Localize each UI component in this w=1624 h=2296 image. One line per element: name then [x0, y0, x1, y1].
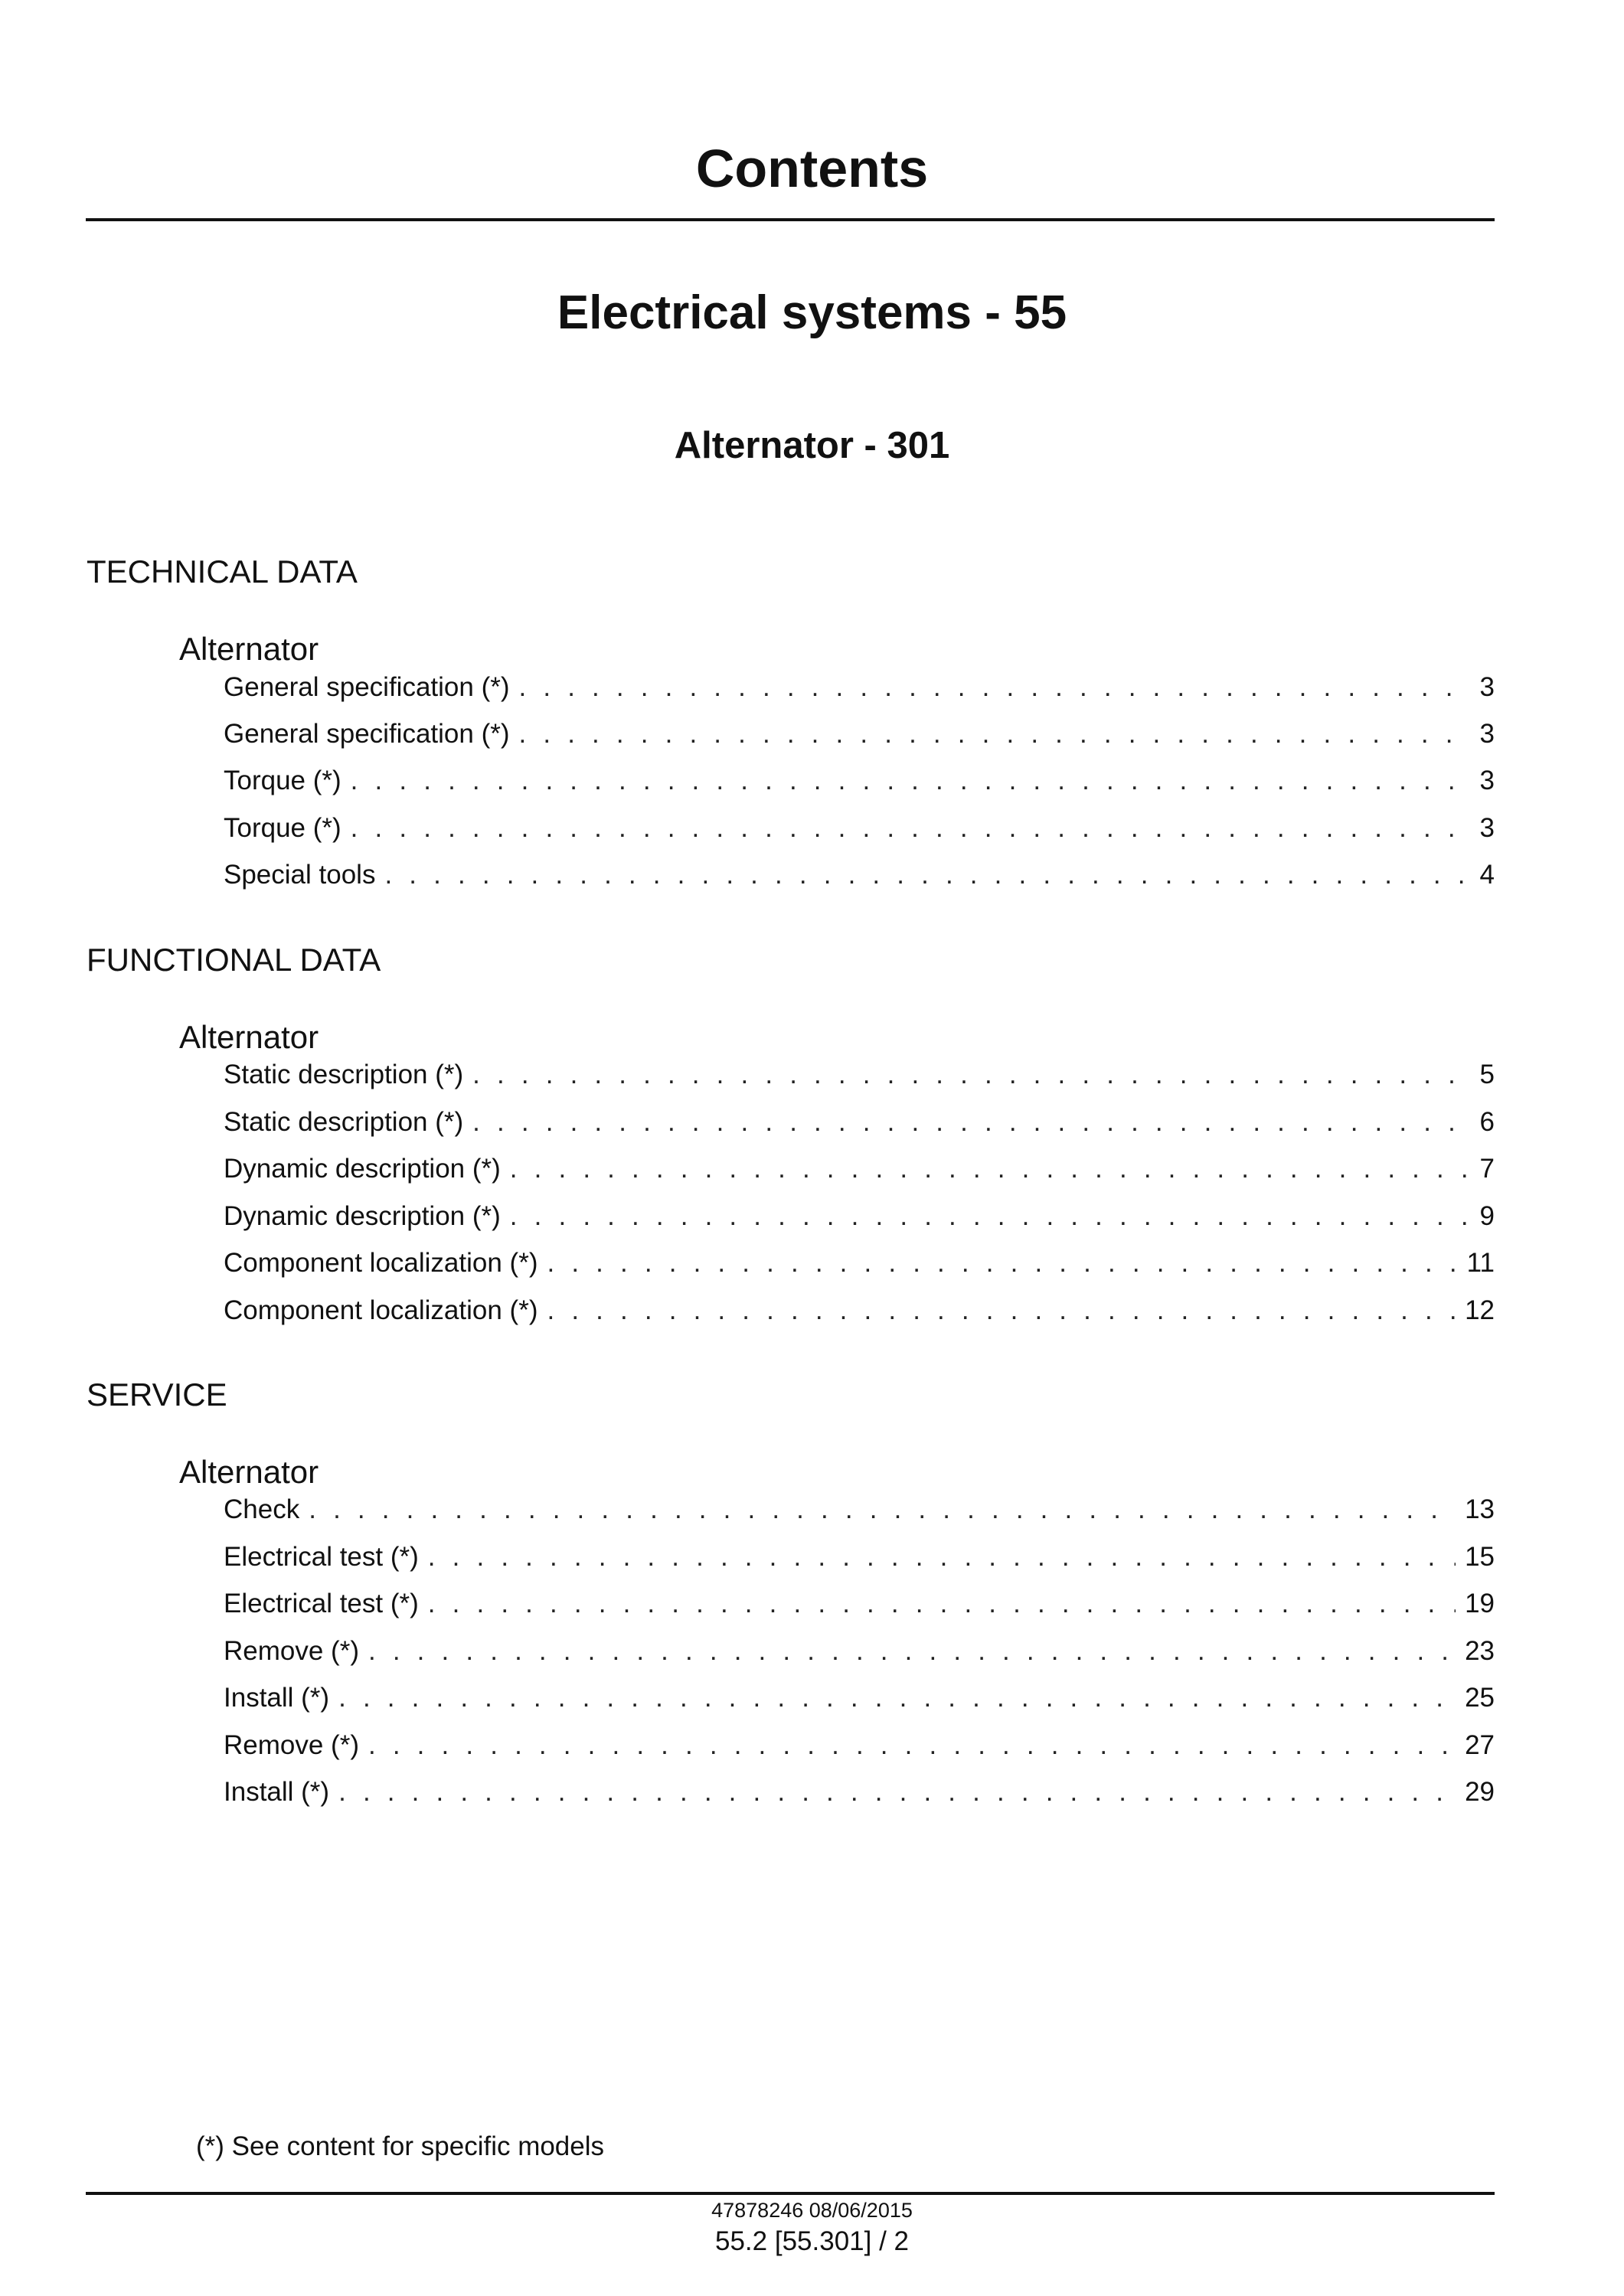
- toc-entry-label: General specification (*): [224, 672, 510, 702]
- group-heading-functional-data: FUNCTIONAL DATA: [87, 942, 381, 978]
- toc-entry-label: Dynamic description (*): [224, 1201, 501, 1231]
- toc-entry[interactable]: [224, 857, 1495, 893]
- toc-entry-page: 15: [1465, 1542, 1495, 1572]
- toc-leader-dots: [351, 810, 1471, 847]
- subheading-alternator: Alternator: [179, 631, 319, 667]
- toc-leader-dots: [428, 1586, 1456, 1622]
- toc-entry[interactable]: [224, 763, 1495, 799]
- toc-entry-page: 19: [1465, 1589, 1495, 1618]
- chapter-title: Electrical systems - 55: [557, 286, 1067, 339]
- footnote: (*) See content for specific models: [196, 2131, 605, 2161]
- toc-entry-label: Torque (*): [224, 766, 341, 795]
- toc-entry[interactable]: [224, 1151, 1495, 1187]
- toc-entry[interactable]: [224, 1633, 1495, 1670]
- toc-entry-label: Install (*): [224, 1777, 330, 1807]
- toc-entry-page: 13: [1465, 1494, 1495, 1524]
- toc-leader-dots: [519, 669, 1471, 706]
- toc-entry-page: 29: [1465, 1777, 1495, 1807]
- toc-entry-label: Check: [224, 1494, 300, 1524]
- toc-entry-page: 3: [1479, 672, 1495, 702]
- subheading-alternator: Alternator: [179, 1454, 319, 1490]
- toc-leader-dots: [338, 1774, 1456, 1811]
- toc-entry-label: Install (*): [224, 1683, 330, 1713]
- toc-entry[interactable]: [224, 1245, 1495, 1282]
- toc-entry-page: 3: [1479, 766, 1495, 795]
- toc-entry-label: Electrical test (*): [224, 1542, 419, 1572]
- toc-entry-page: 4: [1479, 860, 1495, 890]
- toc-entry-page: 25: [1465, 1683, 1495, 1713]
- toc-entry[interactable]: [224, 1586, 1495, 1622]
- subheading-alternator: Alternator: [179, 1019, 319, 1055]
- toc-entry[interactable]: [224, 1292, 1495, 1329]
- toc-entry-label: Electrical test (*): [224, 1589, 419, 1618]
- toc-leader-dots: [309, 1491, 1456, 1528]
- section-title: Alternator - 301: [674, 425, 950, 466]
- toc-entry[interactable]: [224, 1198, 1495, 1235]
- header-rule: [86, 218, 1495, 221]
- toc-leader-dots: [338, 1680, 1456, 1716]
- toc-entry-label: Remove (*): [224, 1636, 359, 1666]
- toc-leader-dots: [472, 1057, 1470, 1093]
- toc-leader-dots: [547, 1292, 1456, 1329]
- toc-entry-label: Component localization (*): [224, 1248, 538, 1278]
- toc-entry-page: 5: [1479, 1060, 1495, 1089]
- footer-page-reference: 55.2 [55.301] / 2: [715, 2226, 909, 2256]
- toc-leader-dots: [351, 763, 1471, 799]
- toc-entry-page: 12: [1465, 1295, 1495, 1325]
- toc-leader-dots: [368, 1727, 1456, 1764]
- toc-entry-label: Static description (*): [224, 1060, 464, 1089]
- toc-entry-page: 7: [1479, 1154, 1495, 1184]
- toc-entry-label: Static description (*): [224, 1107, 464, 1137]
- toc-entry-label: Component localization (*): [224, 1295, 538, 1325]
- toc-leader-dots: [547, 1245, 1457, 1282]
- toc-leader-dots: [472, 1104, 1470, 1141]
- toc-entry-page: 23: [1465, 1636, 1495, 1666]
- toc-entry-page: 27: [1465, 1730, 1495, 1760]
- page-title: Contents: [695, 139, 929, 198]
- toc-entry[interactable]: [224, 716, 1495, 753]
- toc-entry-page: 3: [1479, 719, 1495, 749]
- group-heading-service: SERVICE: [87, 1377, 227, 1413]
- footer-doc-info: 47878246 08/06/2015: [711, 2199, 913, 2222]
- toc-entry-label: Dynamic description (*): [224, 1154, 501, 1184]
- toc-entry-page: 11: [1466, 1248, 1495, 1278]
- toc-leader-dots: [384, 857, 1470, 893]
- toc-entry-page: 3: [1479, 813, 1495, 843]
- toc-entry[interactable]: [224, 1680, 1495, 1716]
- footer-rule: [86, 2192, 1495, 2195]
- toc-entry-label: Special tools: [224, 860, 376, 890]
- toc-entry-page: 6: [1479, 1107, 1495, 1137]
- toc-leader-dots: [368, 1633, 1456, 1670]
- group-heading-technical-data: TECHNICAL DATA: [87, 554, 358, 590]
- toc-entry-label: Torque (*): [224, 813, 341, 843]
- toc-leader-dots: [428, 1539, 1456, 1576]
- toc-entry[interactable]: [224, 669, 1495, 706]
- toc-leader-dots: [510, 1151, 1471, 1187]
- toc-entry-page: 9: [1479, 1201, 1495, 1231]
- toc-leader-dots: [519, 716, 1471, 753]
- toc-entry[interactable]: [224, 1774, 1495, 1811]
- toc-entry[interactable]: [224, 1057, 1495, 1093]
- toc-entry[interactable]: [224, 1491, 1495, 1528]
- toc-entry-label: Remove (*): [224, 1730, 359, 1760]
- toc-entry[interactable]: [224, 1539, 1495, 1576]
- toc-entry[interactable]: [224, 1727, 1495, 1764]
- toc-entry[interactable]: [224, 810, 1495, 847]
- toc-leader-dots: [510, 1198, 1471, 1235]
- toc-entry[interactable]: [224, 1104, 1495, 1141]
- toc-entry-label: General specification (*): [224, 719, 510, 749]
